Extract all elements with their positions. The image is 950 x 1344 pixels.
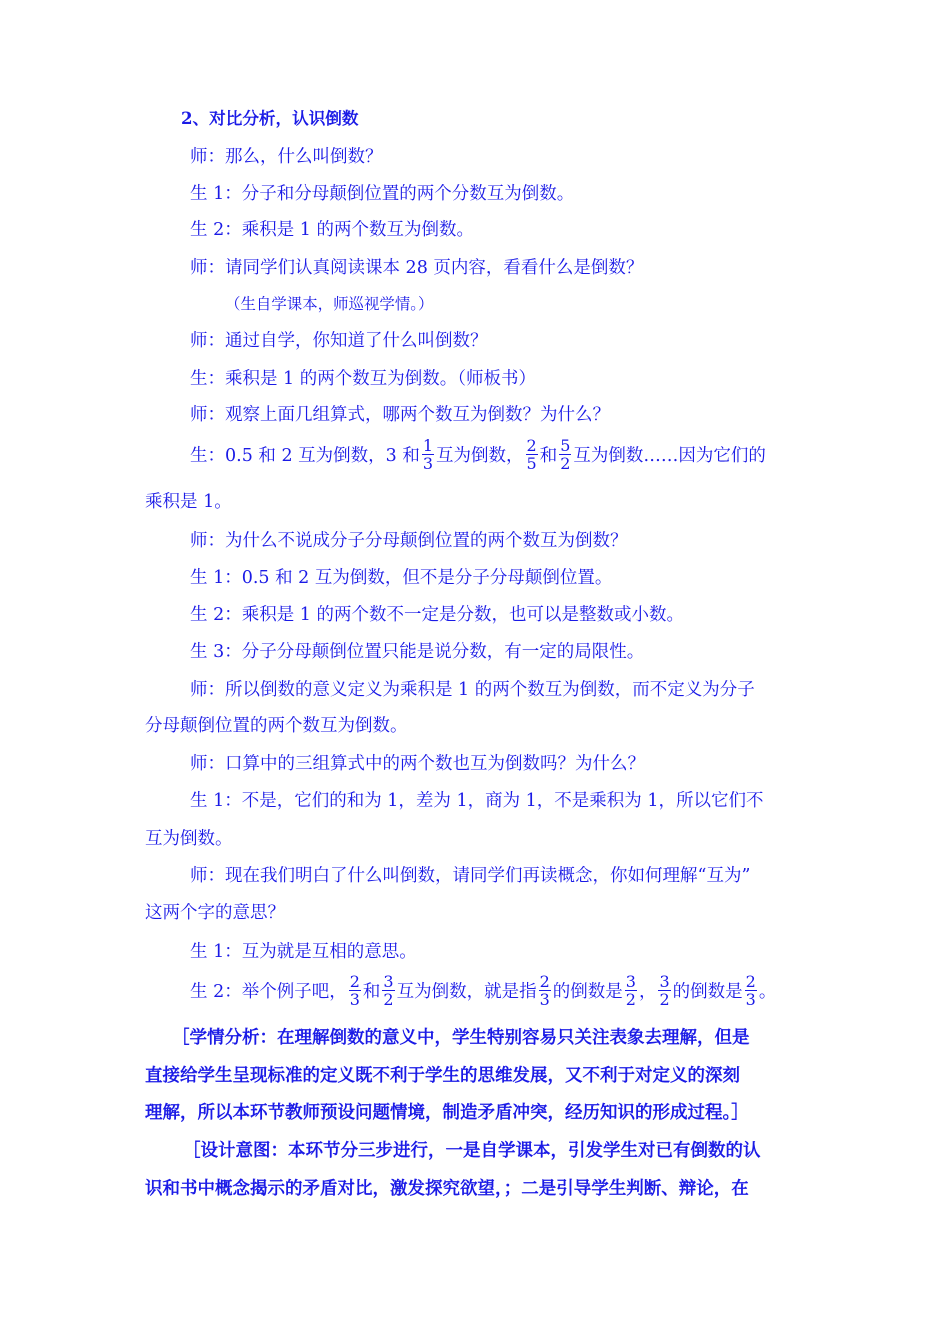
- dialogue-line: 生 1：互为就是互相的意思。: [190, 942, 417, 962]
- numerator: 2: [526, 436, 537, 455]
- text-run: 互为倒数……因为它们的: [573, 446, 766, 466]
- dialogue-line-with-fractions: [190, 968, 810, 1016]
- denominator: 2: [625, 990, 636, 1009]
- numerator: 2: [349, 972, 360, 991]
- denominator: 3: [422, 454, 434, 473]
- numerator: 3: [383, 972, 394, 991]
- denominator: 3: [745, 990, 756, 1009]
- fraction: [658, 973, 670, 1008]
- numerator: 2: [745, 972, 756, 991]
- text-run: 的倒数是: [672, 982, 743, 1002]
- fraction: [745, 973, 757, 1008]
- dialogue-line: 师：请同学们认真阅读课本 28 页内容，看看什么是倒数？: [190, 258, 644, 278]
- dialogue-line: 生 1：不是，它们的和为 1，差为 1，商为 1，不是乘积为 1，所以它们不: [190, 791, 764, 811]
- text-run: 互为倒数，: [436, 446, 524, 466]
- text-run: 生 2：举个例子吧，: [190, 982, 347, 1002]
- text-run: 生：0.5 和 2 互为倒数，3 和: [190, 446, 420, 466]
- text-run: 。: [758, 982, 777, 1002]
- section-heading: 2、对比分析，认识倒数: [181, 108, 359, 128]
- denominator: 3: [539, 990, 550, 1009]
- fraction: [382, 973, 394, 1008]
- analysis-note: ［学情分析：在理解倒数的意义中，学生特别容易只关注表象去理解，但是: [172, 1028, 750, 1048]
- fraction: [625, 973, 637, 1008]
- numerator: 5: [560, 436, 571, 455]
- numerator: 3: [625, 972, 636, 991]
- fraction: [422, 437, 434, 472]
- numerator: 3: [659, 972, 670, 991]
- stage-direction: （生自学课本，师巡视学情。）: [225, 295, 434, 313]
- dialogue-line: 生 2：乘积是 1 的两个数不一定是分数，也可以是整数或小数。: [190, 605, 684, 625]
- fraction: [526, 437, 538, 472]
- denominator: 2: [383, 990, 394, 1009]
- dialogue-line: 师：那么，什么叫倒数？: [190, 147, 383, 167]
- denominator: 3: [349, 990, 360, 1009]
- dialogue-line: 生 3：分子分母颠倒位置只能是说分数，有一定的局限性。: [190, 642, 645, 662]
- dialogue-line: 分母颠倒位置的两个数互为倒数。: [145, 716, 408, 736]
- dialogue-line: 师：为什么不说成分子分母颠倒位置的两个数互为倒数？: [190, 531, 628, 551]
- dialogue-line: 师：通过自学，你知道了什么叫倒数？: [190, 331, 488, 351]
- dialogue-line: 互为倒数。: [145, 829, 233, 849]
- denominator: 2: [659, 990, 670, 1009]
- dialogue-line: 师：观察上面几组算式，哪两个数互为倒数？为什么？: [190, 405, 610, 425]
- fraction: [539, 973, 551, 1008]
- dialogue-line: 这两个字的意思？: [145, 903, 285, 923]
- dialogue-line: 师：所以倒数的意义定义为乘积是 1 的两个数互为倒数，而不定义为分子: [190, 680, 755, 700]
- text-run: 和: [539, 446, 558, 466]
- dialogue-line: 生 1：分子和分母颠倒位置的两个分数互为倒数。: [190, 184, 575, 204]
- fraction: [559, 437, 571, 472]
- text-run: 互为倒数，就是指: [396, 982, 537, 1002]
- numerator: 2: [539, 972, 550, 991]
- denominator: 2: [560, 454, 571, 473]
- dialogue-line: 师：现在我们明白了什么叫倒数，请同学们再读概念，你如何理解“互为”: [190, 866, 751, 886]
- dialogue-line: 生 1：0.5 和 2 互为倒数，但不是分子分母颠倒位置。: [190, 568, 613, 588]
- analysis-note: 理解，所以本环节教师预设问题情境，制造矛盾冲突，经历知识的形成过程。］: [145, 1103, 749, 1123]
- dialogue-line-with-fractions: [190, 432, 810, 480]
- analysis-note: 直接给学生呈现标准的定义既不利于学生的思维发展，又不利于对定义的深刻: [145, 1066, 740, 1086]
- fraction: [349, 973, 361, 1008]
- dialogue-line: 生：乘积是 1 的两个数互为倒数。（师板书）: [190, 369, 537, 389]
- design-note: ［设计意图：本环节分三步进行，一是自学课本，引发学生对已有倒数的认: [183, 1141, 761, 1161]
- dialogue-line: 乘积是 1。: [145, 492, 232, 512]
- dialogue-line: 师：口算中的三组算式中的两个数也互为倒数吗？为什么？: [190, 754, 645, 774]
- text-run: ，: [638, 982, 657, 1002]
- dialogue-line: 生 2：乘积是 1 的两个数互为倒数。: [190, 220, 474, 240]
- denominator: 5: [526, 454, 537, 473]
- design-note: 识和书中概念揭示的矛盾对比，激发探究欲望，；二是引导学生判断、辩论，在: [145, 1179, 749, 1199]
- text-run: 和: [362, 982, 381, 1002]
- text-run: 的倒数是: [552, 982, 623, 1002]
- numerator: 1: [422, 436, 434, 455]
